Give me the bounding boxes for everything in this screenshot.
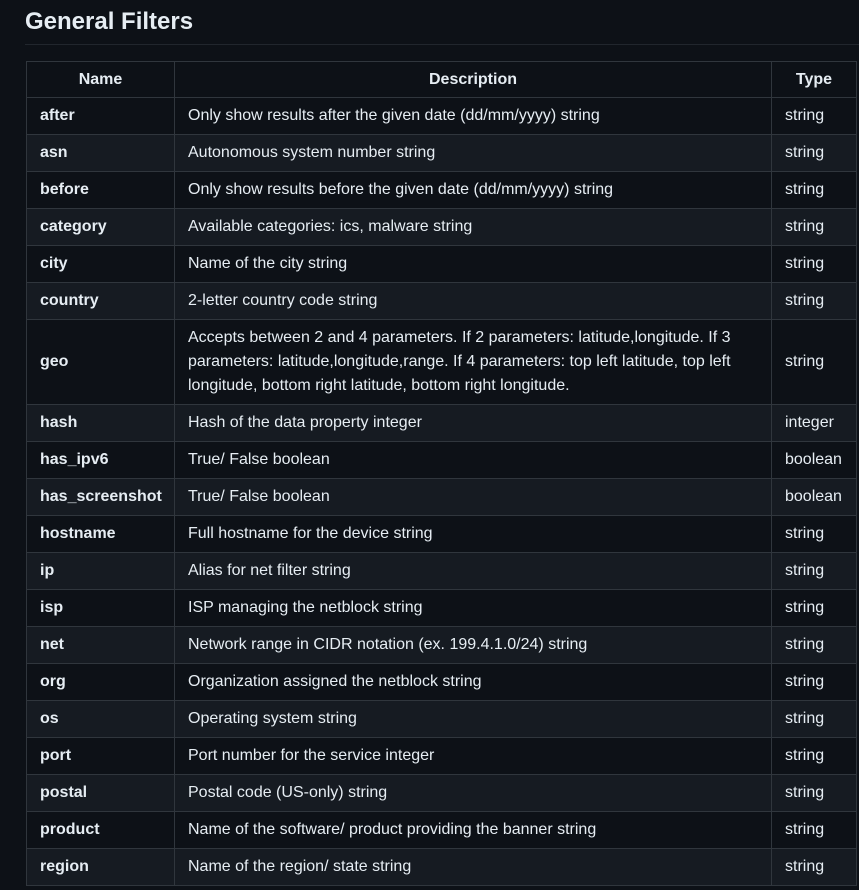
filter-name: isp bbox=[27, 590, 175, 627]
filter-type: string bbox=[772, 627, 857, 664]
filter-type: integer bbox=[772, 405, 857, 442]
filter-name: before bbox=[27, 172, 175, 209]
filter-description: Name of the region/ state string bbox=[175, 849, 772, 886]
filter-name: city bbox=[27, 246, 175, 283]
table-row bbox=[27, 405, 857, 442]
section-title: General Filters bbox=[25, 0, 859, 45]
table-row bbox=[27, 320, 857, 405]
table-row bbox=[27, 516, 857, 553]
filter-name: category bbox=[27, 209, 175, 246]
table-row bbox=[27, 590, 857, 627]
header-type: Type bbox=[772, 62, 857, 98]
filter-type: string bbox=[772, 701, 857, 738]
filter-type: string bbox=[772, 246, 857, 283]
content-area bbox=[25, 0, 859, 875]
header-description: Description bbox=[175, 62, 772, 98]
filter-type: boolean bbox=[772, 479, 857, 516]
header-name: Name bbox=[27, 62, 175, 98]
filter-type: string bbox=[772, 516, 857, 553]
filter-type: string bbox=[772, 209, 857, 246]
filter-name: asn bbox=[27, 135, 175, 172]
filter-description: Name of the city string bbox=[175, 246, 772, 283]
filter-description: Only show results before the given date (dd/mm/yyyy) string bbox=[175, 172, 772, 209]
filter-name: geo bbox=[27, 320, 175, 405]
table-row bbox=[27, 98, 857, 135]
filter-type: string bbox=[772, 135, 857, 172]
filter-name: hash bbox=[27, 405, 175, 442]
filter-name: port bbox=[27, 738, 175, 775]
filter-description: Hash of the data property integer bbox=[175, 405, 772, 442]
filter-name: postal bbox=[27, 775, 175, 812]
table-row bbox=[27, 479, 857, 516]
filter-description: Full hostname for the device string bbox=[175, 516, 772, 553]
table-row bbox=[27, 283, 857, 320]
filter-type: string bbox=[772, 812, 857, 849]
filter-name: net bbox=[27, 627, 175, 664]
filter-type: string bbox=[772, 98, 857, 135]
table-row bbox=[27, 442, 857, 479]
filter-type: string bbox=[772, 283, 857, 320]
filter-description: Available categories: ics, malware string bbox=[175, 209, 772, 246]
filter-description: Organization assigned the netblock string bbox=[175, 664, 772, 701]
filter-description: True/ False boolean bbox=[175, 479, 772, 516]
filter-name: hostname bbox=[27, 516, 175, 553]
filter-description: Only show results after the given date (dd/mm/yyyy) string bbox=[175, 98, 772, 135]
filter-type: string bbox=[772, 172, 857, 209]
table-row bbox=[27, 775, 857, 812]
filter-description: Operating system string bbox=[175, 701, 772, 738]
filter-description: 2-letter country code string bbox=[175, 283, 772, 320]
table-row bbox=[27, 172, 857, 209]
table-row bbox=[27, 627, 857, 664]
table-row bbox=[27, 209, 857, 246]
filter-type: string bbox=[772, 590, 857, 627]
filter-name: country bbox=[27, 283, 175, 320]
filter-type: string bbox=[772, 553, 857, 590]
table-row bbox=[27, 135, 857, 172]
filter-type: boolean bbox=[772, 442, 857, 479]
filter-description: Postal code (US-only) string bbox=[175, 775, 772, 812]
filter-description: Name of the software/ product providing the banner string bbox=[175, 812, 772, 849]
table-row bbox=[27, 701, 857, 738]
filter-name: os bbox=[27, 701, 175, 738]
filter-description: Network range in CIDR notation (ex. 199.4.1.0/24) string bbox=[175, 627, 772, 664]
filter-description: Alias for net filter string bbox=[175, 553, 772, 590]
filter-description: True/ False boolean bbox=[175, 442, 772, 479]
table-row bbox=[27, 849, 857, 886]
filter-name: after bbox=[27, 98, 175, 135]
filter-type: string bbox=[772, 849, 857, 886]
filter-type: string bbox=[772, 664, 857, 701]
filter-name: region bbox=[27, 849, 175, 886]
table-row bbox=[27, 738, 857, 775]
filter-description: Accepts between 2 and 4 parameters. If 2 parameters: latitude,longitude. If 3 parameters: latitude,longitude,range. If 4 parameters: top left latitude, top left longitude, bottom right latitude, bottom right longitude. bbox=[175, 320, 772, 405]
filter-name: product bbox=[27, 812, 175, 849]
filter-type: string bbox=[772, 320, 857, 405]
filter-name: has_screenshot bbox=[27, 479, 175, 516]
table-row bbox=[27, 553, 857, 590]
filter-name: has_ipv6 bbox=[27, 442, 175, 479]
table-row bbox=[27, 812, 857, 849]
filter-name: org bbox=[27, 664, 175, 701]
filter-description: ISP managing the netblock string bbox=[175, 590, 772, 627]
table-header-row bbox=[27, 62, 857, 98]
filter-type: string bbox=[772, 738, 857, 775]
filter-description: Autonomous system number string bbox=[175, 135, 772, 172]
filter-name: ip bbox=[27, 553, 175, 590]
table-row bbox=[27, 664, 857, 701]
table-body bbox=[27, 98, 857, 886]
filter-type: string bbox=[772, 775, 857, 812]
filter-description: Port number for the service integer bbox=[175, 738, 772, 775]
general-filters-table bbox=[26, 61, 857, 886]
table-row bbox=[27, 246, 857, 283]
